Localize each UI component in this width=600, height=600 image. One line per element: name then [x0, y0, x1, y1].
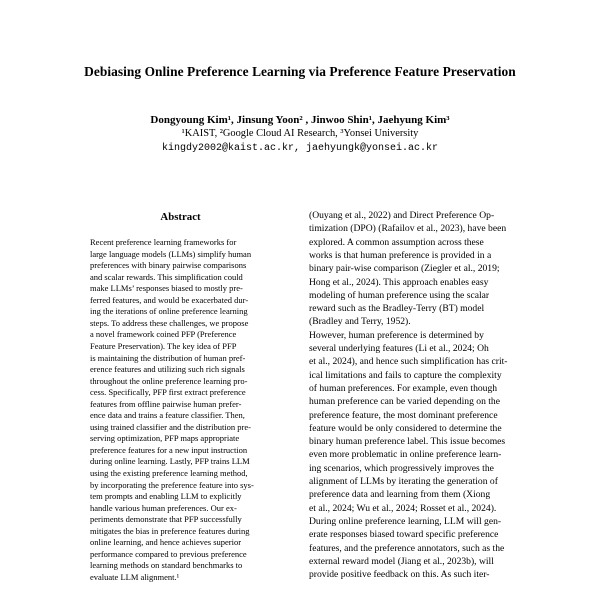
body-line: alignment of LLMs by iterating the generation of	[309, 476, 498, 487]
abstract-line: preference features for a new input instruction	[90, 444, 248, 455]
abstract-line: mitigates the bias in preference features during	[90, 525, 250, 536]
body-line: binary human preference label. This issue becomes	[309, 436, 506, 448]
body-line: human preference can be varied depending on the	[309, 396, 500, 408]
abstract-line: ence data and trains a feature classifier. Then,	[90, 410, 245, 421]
author-list: Dongyoung Kim¹, Jinsung Yoon² , Jinwoo Shin¹, Jaehyung Kim³	[150, 114, 450, 126]
abstract-line: and scalar rewards. This simplification could	[90, 271, 243, 282]
abstract-line: performance compared to previous preference	[90, 548, 247, 559]
abstract-line: during online learning. Lastly, PFP trains LLM	[90, 456, 250, 467]
abstract-line: Recent preference learning frameworks for	[90, 237, 237, 247]
abstract-line: features from offline pairwise human prefer-	[90, 398, 242, 409]
abstract-line: Feature Preservation). The key idea of PFP	[90, 340, 237, 351]
body-line: even more problematic in online preference learn-	[309, 449, 502, 461]
body-line: (Ouyang et al., 2022) and Direct Preference Op-	[309, 210, 495, 221]
body-line: feature would be only considered to determine the	[309, 422, 502, 434]
abstract-line: evaluate LLM alignment.¹	[90, 571, 180, 582]
body-line: reward such as the Bradley-Terry (BT) model	[309, 303, 485, 315]
abstract-line: learning methods on standard benchmarks to	[90, 560, 243, 571]
abstract-line: ing the iterations of online preference learning	[90, 306, 248, 317]
body-line: erate responses biased toward specific preference	[309, 529, 499, 541]
abstract-line: make LLMs’ responses biased to mostly pre-	[90, 283, 243, 294]
body-line: works is that human preference is provided in a	[309, 249, 492, 261]
body-line: several underlying features (Li et al., 2024; Oh	[309, 343, 489, 354]
body-line: Hong et al., 2024). This approach enables easy	[309, 276, 489, 288]
body-line: However, human preference is determined by	[309, 329, 484, 341]
abstract-line: using the existing preference learning method,	[90, 468, 248, 478]
abstract-heading: Abstract	[160, 211, 201, 223]
abstract-line: throughout the online preference learning pro-	[90, 375, 248, 386]
body-line: preference feature, the most dominant preference	[309, 409, 498, 421]
body-line: of human preferences. For example, even though	[309, 382, 498, 394]
abstract-line: cess. Specifically, PFP first extract preference	[90, 387, 246, 398]
abstract-line: serving optimization, PFP maps appropriate	[90, 433, 240, 444]
abstract-line: is maintaining the distribution of human pref-	[90, 352, 246, 363]
body-line: During online preference learning, LLM will gen-	[309, 515, 502, 527]
body-line: modeling of human preference using the scalar	[309, 289, 490, 301]
abstract-line: erence features and utilizing such rich signals	[90, 364, 245, 375]
paper-title: Debiasing Online Preference Learning via Preference Feature Preservation	[84, 64, 516, 79]
body-line: ical limitations and fails to capture the complexity	[309, 369, 502, 381]
abstract-line: handle various human preferences. Our ex-	[90, 502, 237, 513]
abstract-line: periments demonstrate that PFP successfully	[90, 514, 242, 525]
abstract-line: a novel framework coined PFP (Preference	[90, 329, 237, 340]
body-line: et al., 2024; Wu et al., 2024; Rosset et al., 2024).	[309, 502, 497, 514]
body-line: binary pair-wise comparison (Ziegler et al., 2019;	[309, 263, 500, 275]
body-line: et al., 2024), and hence such simplification has crit-	[309, 356, 508, 368]
body-line: external reward model (Jiang et al., 2023b), will	[309, 555, 494, 567]
abstract-line: tem prompts and enabling LLM to explicitly	[90, 491, 242, 502]
abstract-line: ferred features, and would be exacerbated dur-	[90, 294, 249, 305]
body-line: timization (DPO) (Rafailov et al., 2023), have been	[309, 223, 507, 235]
abstract-line: online learning, and hence achieves superior	[90, 537, 242, 548]
body-line: features, and the preference annotators, such as the	[309, 542, 505, 554]
affiliations: ¹KAIST, ²Google Cloud AI Research, ³Yonsei University	[181, 128, 419, 139]
abstract-line: preferences with binary pairwise comparisons	[90, 260, 247, 271]
author-emails: kingdy2002@kaist.ac.kr, jaehyungk@yonsei.ac.kr	[161, 143, 439, 154]
body-line: ing scenarios, which progressively improves the	[309, 462, 494, 474]
body-line: explored. A common assumption across these	[309, 236, 484, 248]
abstract-line: large language models (LLMs) simplify human	[90, 248, 252, 259]
abstract-line: using trained classifier and the distribution pre-	[90, 421, 251, 432]
body-line: (Bradley and Terry, 1952).	[309, 316, 411, 328]
abstract-line: steps. To address these challenges, we propose	[90, 317, 249, 328]
body-line: preference data and learning from them (Xiong	[309, 489, 491, 501]
body-line: provide positive feedback on this. As such iter-	[309, 569, 490, 581]
abstract-line: by incorporating the preference feature into sys-	[90, 479, 254, 490]
